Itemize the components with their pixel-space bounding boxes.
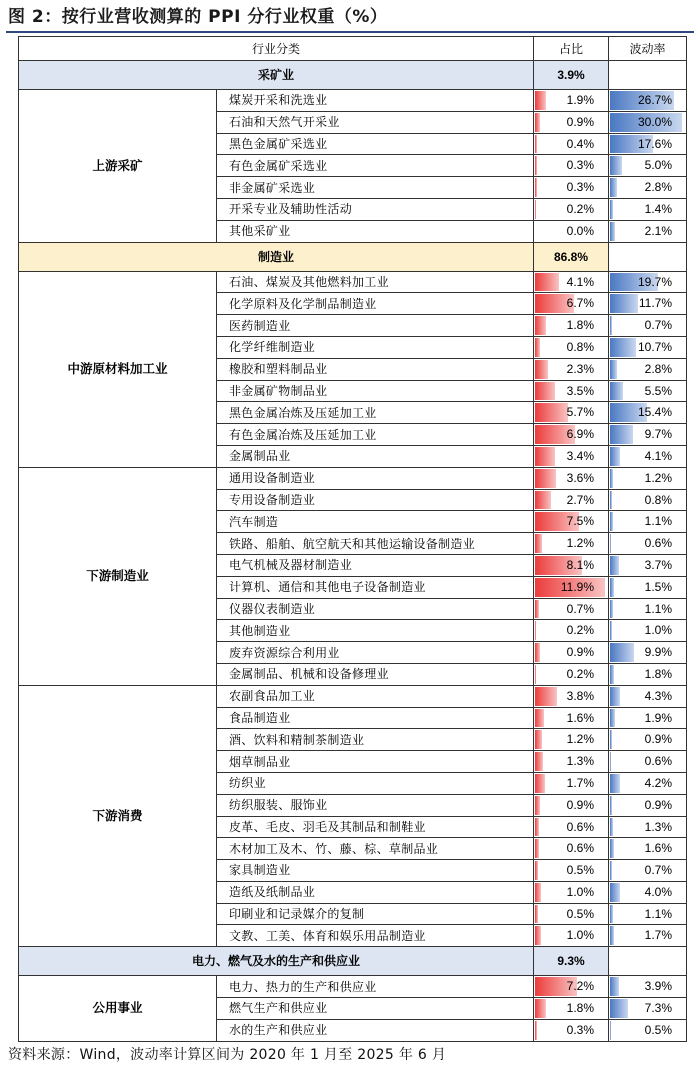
industry-name: 金属制品业	[217, 445, 534, 467]
share-value: 0.4%	[566, 136, 595, 151]
volatility-cell	[609, 293, 687, 315]
industry-name: 仪器仪表制造业	[217, 598, 534, 620]
share-value: 1.6%	[566, 710, 595, 725]
table-row	[19, 90, 687, 112]
table-row	[19, 467, 687, 489]
share-value: 0.3%	[566, 158, 595, 173]
share-value: 0.6%	[566, 841, 595, 856]
share-value: 0.2%	[566, 623, 595, 638]
industry-name: 非金属矿采选业	[217, 177, 534, 199]
volatility-value: 5.5%	[644, 383, 673, 398]
volatility-value: 3.9%	[644, 979, 673, 994]
volatility-value: 0.7%	[644, 863, 673, 878]
industry-name: 纺织业	[217, 772, 534, 794]
industry-name: 纺织服装、服饰业	[217, 794, 534, 816]
share-cell	[534, 533, 609, 555]
industry-name: 造纸及纸制品业	[217, 881, 534, 903]
industry-name: 通用设备制造业	[217, 467, 534, 489]
share-value: 1.8%	[566, 1001, 595, 1016]
industry-name: 废弃资源综合利用业	[217, 642, 534, 664]
volatility-value: 0.8%	[644, 492, 673, 507]
figure-title: 图 2：按行业营收测算的 PPI 分行业权重（%）	[8, 7, 388, 27]
volatility-value: 17.6%	[637, 136, 673, 151]
share-value: 0.7%	[566, 601, 595, 616]
volatility-value: 0.7%	[644, 318, 673, 333]
volatility-value: 15.4%	[637, 405, 673, 420]
volatility-cell	[609, 271, 687, 293]
volatility-cell	[609, 816, 687, 838]
volatility-cell	[609, 358, 687, 380]
share-cell	[534, 198, 609, 220]
share-cell	[534, 111, 609, 133]
volatility-value: 3.7%	[644, 557, 673, 572]
header-share: 占比	[534, 37, 609, 61]
volatility-cell	[609, 445, 687, 467]
group-name: 公用事业	[19, 976, 217, 1041]
volatility-value: 0.9%	[644, 797, 673, 812]
share-value: 3.4%	[566, 448, 595, 463]
industry-name: 专用设备制造业	[217, 489, 534, 511]
group-name: 下游制造业	[19, 467, 217, 685]
volatility-cell	[609, 489, 687, 511]
title-rule	[6, 31, 694, 33]
volatility-cell	[609, 177, 687, 199]
industry-name: 黑色金属矿采选业	[217, 133, 534, 155]
share-cell	[534, 511, 609, 533]
share-cell	[534, 90, 609, 112]
share-cell	[534, 707, 609, 729]
volatility-value: 2.1%	[644, 223, 673, 238]
volatility-cell	[609, 976, 687, 998]
share-cell	[534, 271, 609, 293]
volatility-value: 4.1%	[644, 448, 673, 463]
share-value: 0.6%	[566, 819, 595, 834]
volatility-cell	[609, 663, 687, 685]
share-value: 3.8%	[566, 688, 595, 703]
section-name: 采矿业	[19, 61, 534, 90]
share-value: 1.7%	[566, 775, 595, 790]
volatility-value: 19.7%	[637, 274, 673, 289]
volatility-cell	[609, 198, 687, 220]
share-cell	[534, 816, 609, 838]
volatility-value: 2.8%	[644, 180, 673, 195]
section-volatility-empty	[609, 242, 687, 271]
share-cell	[534, 663, 609, 685]
volatility-cell	[609, 925, 687, 947]
share-cell	[534, 315, 609, 337]
share-cell	[534, 998, 609, 1020]
volatility-cell	[609, 794, 687, 816]
volatility-value: 30.0%	[637, 114, 673, 129]
share-cell	[534, 976, 609, 998]
volatility-value: 0.5%	[644, 1022, 673, 1037]
share-value: 0.0%	[566, 223, 595, 238]
industry-name: 水的生产和供应业	[217, 1019, 534, 1041]
share-cell	[534, 1019, 609, 1041]
industry-name: 铁路、船舶、航空航天和其他运输设备制造业	[217, 533, 534, 555]
volatility-cell	[609, 620, 687, 642]
share-cell	[534, 155, 609, 177]
volatility-cell	[609, 467, 687, 489]
share-value: 1.8%	[566, 318, 595, 333]
volatility-cell	[609, 1019, 687, 1041]
volatility-cell	[609, 424, 687, 446]
volatility-cell	[609, 598, 687, 620]
share-value: 0.9%	[566, 645, 595, 660]
volatility-cell	[609, 642, 687, 664]
share-value: 1.2%	[566, 732, 595, 747]
volatility-cell	[609, 315, 687, 337]
volatility-cell	[609, 111, 687, 133]
volatility-value: 26.7%	[637, 93, 673, 107]
volatility-value: 7.3%	[644, 1001, 673, 1016]
share-cell	[534, 838, 609, 860]
share-value: 1.9%	[566, 93, 595, 107]
section-share: 86.8%	[534, 242, 609, 271]
industry-name: 石油、煤炭及其他燃料加工业	[217, 271, 534, 293]
industry-name: 计算机、通信和其他电子设备制造业	[217, 576, 534, 598]
volatility-cell	[609, 511, 687, 533]
share-cell	[534, 903, 609, 925]
volatility-cell	[609, 729, 687, 751]
volatility-value: 1.3%	[644, 819, 673, 834]
section-share: 3.9%	[534, 61, 609, 90]
weights-table	[18, 36, 687, 1042]
industry-name: 其他采矿业	[217, 220, 534, 242]
share-cell	[534, 881, 609, 903]
section-row	[19, 61, 687, 90]
volatility-value: 1.0%	[644, 623, 673, 638]
volatility-value: 2.8%	[644, 361, 673, 376]
volatility-cell	[609, 554, 687, 576]
share-value: 2.7%	[566, 492, 595, 507]
share-value: 0.3%	[566, 1022, 595, 1037]
share-value: 2.3%	[566, 361, 595, 376]
table-row	[19, 685, 687, 707]
share-cell	[534, 620, 609, 642]
industry-name: 医药制造业	[217, 315, 534, 337]
header-row	[19, 37, 687, 61]
industry-name: 电气机械及器材制造业	[217, 554, 534, 576]
volatility-cell	[609, 90, 687, 112]
section-name: 制造业	[19, 242, 534, 271]
share-value: 0.2%	[566, 666, 595, 681]
volatility-cell	[609, 133, 687, 155]
volatility-value: 0.6%	[644, 754, 673, 769]
share-cell	[534, 467, 609, 489]
group-name: 上游采矿	[19, 90, 217, 243]
volatility-value: 9.9%	[644, 645, 673, 660]
volatility-value: 4.2%	[644, 775, 673, 790]
share-value: 4.1%	[566, 274, 595, 289]
industry-name: 印刷业和记录媒介的复制	[217, 903, 534, 925]
industry-name: 橡胶和塑料制品业	[217, 358, 534, 380]
share-value: 1.0%	[566, 928, 595, 943]
share-cell	[534, 220, 609, 242]
share-value: 7.5%	[566, 514, 595, 529]
section-volatility-empty	[609, 947, 687, 976]
volatility-cell	[609, 155, 687, 177]
share-cell	[534, 445, 609, 467]
share-cell	[534, 424, 609, 446]
share-value: 0.5%	[566, 906, 595, 921]
volatility-cell	[609, 860, 687, 882]
volatility-cell	[609, 220, 687, 242]
volatility-cell	[609, 838, 687, 860]
volatility-cell	[609, 751, 687, 773]
volatility-value: 1.4%	[644, 201, 673, 216]
share-cell	[534, 133, 609, 155]
industry-name: 金属制品、机械和设备修理业	[217, 663, 534, 685]
share-cell	[534, 358, 609, 380]
volatility-value: 4.0%	[644, 884, 673, 899]
industry-name: 文教、工美、体育和娱乐用品制造业	[217, 925, 534, 947]
volatility-value: 1.6%	[644, 841, 673, 856]
volatility-cell	[609, 533, 687, 555]
volatility-value: 1.8%	[644, 666, 673, 681]
industry-name: 家具制造业	[217, 860, 534, 882]
share-cell	[534, 598, 609, 620]
share-cell	[534, 177, 609, 199]
industry-name: 燃气生产和供应业	[217, 998, 534, 1020]
volatility-cell	[609, 336, 687, 358]
volatility-cell	[609, 707, 687, 729]
volatility-value: 1.5%	[644, 579, 673, 594]
industry-name: 化学纤维制造业	[217, 336, 534, 358]
volatility-cell	[609, 685, 687, 707]
share-value: 8.1%	[566, 557, 595, 572]
volatility-cell	[609, 881, 687, 903]
industry-name: 酒、饮料和精制茶制造业	[217, 729, 534, 751]
share-value: 1.0%	[566, 884, 595, 899]
volatility-value: 10.7%	[637, 339, 673, 354]
industry-name: 食品制造业	[217, 707, 534, 729]
share-value: 0.3%	[566, 180, 595, 195]
industry-name: 木材加工及木、竹、藤、棕、草制品业	[217, 838, 534, 860]
volatility-cell	[609, 576, 687, 598]
share-cell	[534, 554, 609, 576]
share-cell	[534, 860, 609, 882]
share-cell	[534, 293, 609, 315]
share-cell	[534, 751, 609, 773]
volatility-cell	[609, 380, 687, 402]
volatility-value: 11.7%	[638, 296, 673, 311]
industry-name: 非金属矿物制品业	[217, 380, 534, 402]
industry-name: 烟草制品业	[217, 751, 534, 773]
group-name: 中游原材料加工业	[19, 271, 217, 467]
volatility-value: 1.1%	[644, 514, 673, 529]
share-cell	[534, 642, 609, 664]
header-category: 行业分类	[19, 37, 534, 61]
share-cell	[534, 925, 609, 947]
volatility-value: 1.1%	[644, 906, 673, 921]
volatility-value: 0.9%	[644, 732, 673, 747]
industry-name: 农副食品加工业	[217, 685, 534, 707]
share-value: 5.7%	[566, 405, 595, 420]
share-cell	[534, 336, 609, 358]
share-value: 0.5%	[566, 863, 595, 878]
header-volatility: 波动率	[609, 37, 687, 61]
industry-name: 黑色金属冶炼及压延加工业	[217, 402, 534, 424]
industry-name: 开采专业及辅助性活动	[217, 198, 534, 220]
share-value: 7.2%	[566, 979, 595, 994]
section-row	[19, 242, 687, 271]
section-share: 9.3%	[534, 947, 609, 976]
volatility-value: 1.7%	[644, 928, 673, 943]
volatility-cell	[609, 903, 687, 925]
industry-name: 有色金属冶炼及压延加工业	[217, 424, 534, 446]
industry-name: 汽车制造	[217, 511, 534, 533]
industry-name: 其他制造业	[217, 620, 534, 642]
table-body	[19, 61, 687, 1042]
share-value: 6.9%	[566, 427, 595, 442]
volatility-value: 1.1%	[644, 601, 673, 616]
volatility-cell	[609, 402, 687, 424]
share-value: 0.9%	[566, 797, 595, 812]
section-volatility-empty	[609, 61, 687, 90]
industry-name: 煤炭开采和洗选业	[217, 90, 534, 112]
industry-name: 皮革、毛皮、羽毛及其制品和制鞋业	[217, 816, 534, 838]
share-cell	[534, 729, 609, 751]
share-value: 3.5%	[566, 383, 595, 398]
industry-name: 电力、热力的生产和供应业	[217, 976, 534, 998]
volatility-value: 9.7%	[644, 427, 673, 442]
section-name: 电力、燃气及水的生产和供应业	[19, 947, 534, 976]
share-value: 0.8%	[566, 339, 595, 354]
volatility-value: 4.3%	[644, 688, 673, 703]
volatility-value: 5.0%	[644, 158, 673, 173]
volatility-value: 1.2%	[644, 470, 673, 485]
share-value: 1.2%	[566, 536, 595, 551]
group-name: 下游消费	[19, 685, 217, 947]
share-cell	[534, 772, 609, 794]
volatility-value: 0.6%	[644, 536, 673, 551]
table-row	[19, 976, 687, 998]
share-value: 11.9%	[560, 579, 595, 594]
industry-name: 化学原料及化学制品制造业	[217, 293, 534, 315]
source-note: 资料来源：Wind，波动率计算区间为 2020 年 1 月至 2025 年 6 月	[8, 1047, 447, 1063]
section-row	[19, 947, 687, 976]
share-cell	[534, 576, 609, 598]
volatility-cell	[609, 998, 687, 1020]
table-row	[19, 271, 687, 293]
share-cell	[534, 685, 609, 707]
share-cell	[534, 489, 609, 511]
share-cell	[534, 794, 609, 816]
share-value: 1.3%	[566, 754, 595, 769]
share-cell	[534, 402, 609, 424]
share-value: 6.7%	[566, 296, 595, 311]
share-value: 0.9%	[566, 114, 595, 129]
volatility-value: 1.9%	[644, 710, 673, 725]
industry-name: 有色金属矿采选业	[217, 155, 534, 177]
share-value: 3.6%	[566, 470, 595, 485]
volatility-cell	[609, 772, 687, 794]
industry-name: 石油和天然气开采业	[217, 111, 534, 133]
share-value: 0.2%	[566, 201, 595, 216]
share-cell	[534, 380, 609, 402]
